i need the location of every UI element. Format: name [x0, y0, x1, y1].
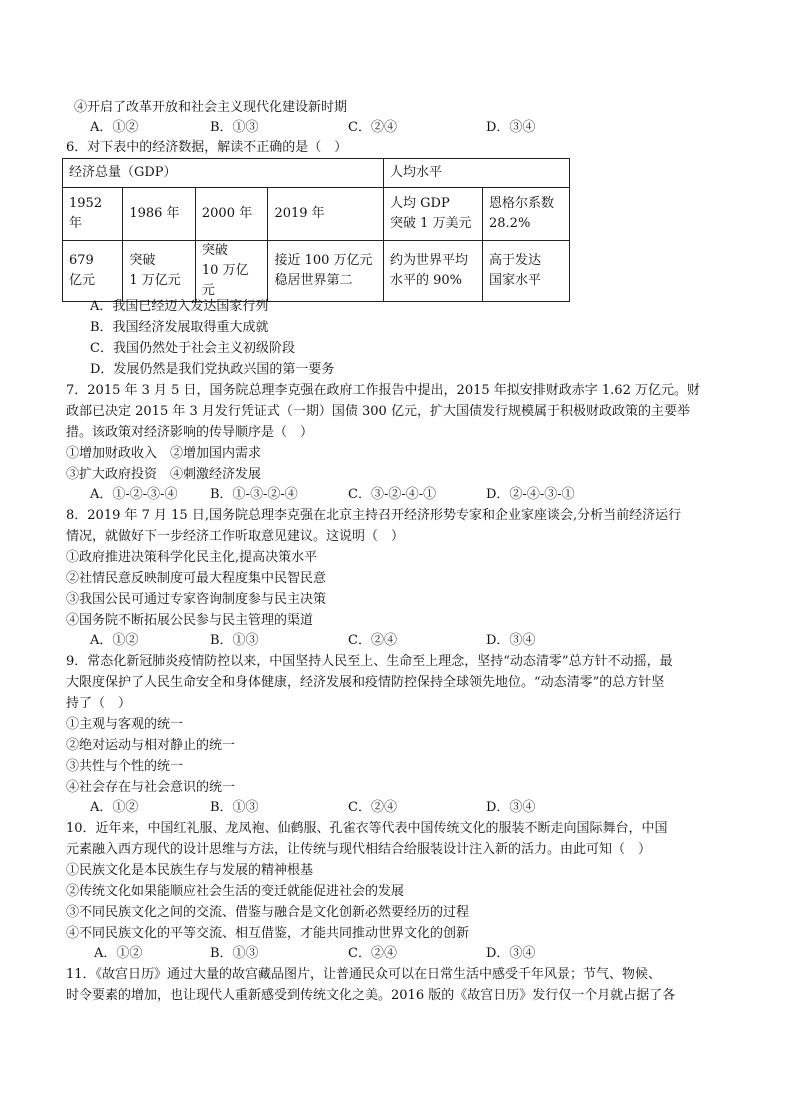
q9-choices — [90, 799, 610, 817]
q7-line-2: 政部已决定 2015 年 3 月发行凭证式（一期）国债 300 亿元，扩大国债发行规模属于积极财政政策的主要举 — [66, 404, 690, 419]
q9-line-2: 大限度保护了人民生命安全和身体健康，经济发展和疫情防控保持全球领先地位。“动态清零”的总方针坚 — [66, 675, 665, 690]
q9-line-1: 9．常态化新冠肺炎疫情防控以来，中国坚持人民至上、生命至上理念，坚持“动态清零”总方针不动摇，最 — [66, 654, 673, 669]
q8-statement-2: ②社情民意反映制度可最大程度集中民智民意 — [66, 571, 327, 586]
value-engel: 高于发达 国家水平 — [483, 241, 570, 302]
choice-d: D．③④ — [486, 946, 536, 961]
q5-choices — [90, 119, 610, 137]
q10-line-1: 10．近年来，中国红礼服、龙凤袍、仙鹤服、孔雀衣等代表中国传统文化的服装不断走向国际舞台，中国 — [66, 821, 668, 836]
q6-stem: 6．对下表中的经济数据，解读不正确的是（ ） — [66, 140, 348, 155]
choice-d: D．③④ — [486, 120, 536, 135]
engel-coefficient-header: 恩格尔系数 28.2% — [483, 188, 570, 241]
choice-b: B．①-③-②-④ — [210, 487, 298, 502]
q10-line-2: 元素融入西方现代的设计思维与方法，让传统与现代相结合给服装设计注入新的活力。由此可知（ ） — [66, 842, 652, 857]
q9-statement-2: ②绝对运动与相对静止的统一 — [66, 738, 236, 753]
q10-choices — [94, 945, 614, 963]
year-1986: 1986 年 — [123, 188, 196, 241]
choice-a: A．①② — [94, 946, 143, 961]
q7-line-3: 措。该政策对经济影响的传导顺序是（ ） — [66, 425, 314, 440]
per-capita-gdp-header: 人均 GDP 突破 1 万美元 — [384, 188, 483, 241]
choice-d: D．②-④-③-① — [486, 487, 575, 502]
q7-statements-1: ①增加财政收入 ②增加国内需求 — [66, 446, 262, 461]
choice-a: A．①-②-③-④ — [90, 487, 178, 502]
q8-line-2: 情况，就做好下一步经济工作听取意见建议。这说明（ ） — [66, 529, 405, 544]
choice-c: C．②④ — [348, 120, 397, 135]
q5-option-4: ④开启了改革开放和社会主义现代化建设新时期 — [74, 100, 348, 115]
q10-statement-4: ④不同民族文化的平等交流、相互借鉴，才能共同推动世界文化的创新 — [66, 926, 470, 941]
table-subheader-row — [63, 188, 570, 241]
choice-b: B．①③ — [210, 800, 259, 815]
q7-line-1: 7．2015 年 3 月 5 日，国务院总理李克强在政府工作报告中提出，2015 年拟安排财政赤字 1.62 万亿元。财 — [66, 383, 700, 398]
choice-a: A．①② — [90, 800, 139, 815]
choice-c: C．②④ — [348, 800, 397, 815]
q10-statement-3: ③不同民族文化之间的交流、借鉴与融合是文化创新必然要经历的过程 — [66, 905, 470, 920]
choice-a: A．①② — [90, 120, 139, 135]
q6-table — [62, 158, 570, 302]
q7-choices — [90, 486, 610, 504]
choice-c: C．②④ — [348, 946, 397, 961]
q6-option-d: D．发展仍然是我们党执政兴国的第一要务 — [90, 362, 335, 377]
q6-option-b: B．我国经济发展取得重大成就 — [90, 320, 269, 335]
value-1986: 突破 1 万亿元 — [123, 241, 196, 302]
value-1952: 679 亿元 — [63, 241, 123, 302]
year-2000: 2000 年 — [195, 188, 268, 241]
choice-d: D．③④ — [486, 633, 536, 648]
q6-option-a: A．我国已经迈入发达国家行列 — [90, 299, 269, 314]
q7-statements-2: ③扩大政府投资 ④刺激经济发展 — [66, 467, 262, 482]
gdp-header: 经济总量（GDP） — [63, 159, 384, 188]
choice-c: C．③-②-④-① — [348, 487, 437, 502]
q10-statement-2: ②传统文化如果能顺应社会生活的变迁就能促进社会的发展 — [66, 884, 405, 899]
choice-b: B．①③ — [210, 946, 259, 961]
q6-option-c: C．我国仍然处于社会主义初级阶段 — [90, 341, 295, 356]
choice-c: C．②④ — [348, 633, 397, 648]
table-header-row — [63, 159, 570, 188]
q9-statement-1: ①主观与客观的统一 — [66, 717, 184, 732]
table-value-row — [63, 241, 570, 302]
q8-choices — [90, 632, 610, 650]
choice-b: B．①③ — [210, 633, 259, 648]
q11-line-2: 时令要素的增加，也让现代人重新感受到传统文化之美。2016 版的《故宫日历》发行仅一个月就占据了各 — [66, 988, 676, 1003]
q8-statement-3: ③我国公民可通过专家咨询制度参与民主决策 — [66, 592, 327, 607]
q10-statement-1: ①民族文化是本民族生存与发展的精神根基 — [66, 863, 314, 878]
choice-b: B．①③ — [210, 120, 259, 135]
q9-statement-3: ③共性与个性的统一 — [66, 759, 184, 774]
q8-statement-4: ④国务院不断拓展公民参与民主管理的渠道 — [66, 613, 314, 628]
q11-line-1: 11．《故宫日历》通过大量的故宫藏品图片，让普通民众可以在日常生活中感受千年风景；节气、物候、 — [66, 967, 662, 982]
year-1952: 1952 年 — [63, 188, 123, 241]
choice-a: A．①② — [90, 633, 139, 648]
value-2000: 突破 10 万亿元 — [195, 241, 268, 302]
q9-statement-4: ④社会存在与社会意识的统一 — [66, 780, 236, 795]
choice-d: D．③④ — [486, 800, 536, 815]
value-per-capita-gdp: 约为世界平均 水平的 90% — [384, 241, 483, 302]
per-capita-header: 人均水平 — [384, 159, 570, 188]
q8-line-1: 8．2019 年 7 月 15 日,国务院总理李克强在北京主持召开经济形势专家和企业家座谈会,分析当前经济运行 — [66, 508, 682, 523]
q8-statement-1: ①政府推进决策科学化民主化,提高决策水平 — [66, 550, 318, 565]
value-2019: 接近 100 万亿元 稳居世界第二 — [268, 241, 384, 302]
year-2019: 2019 年 — [268, 188, 384, 241]
q9-line-3: 持了（ ） — [66, 696, 132, 711]
